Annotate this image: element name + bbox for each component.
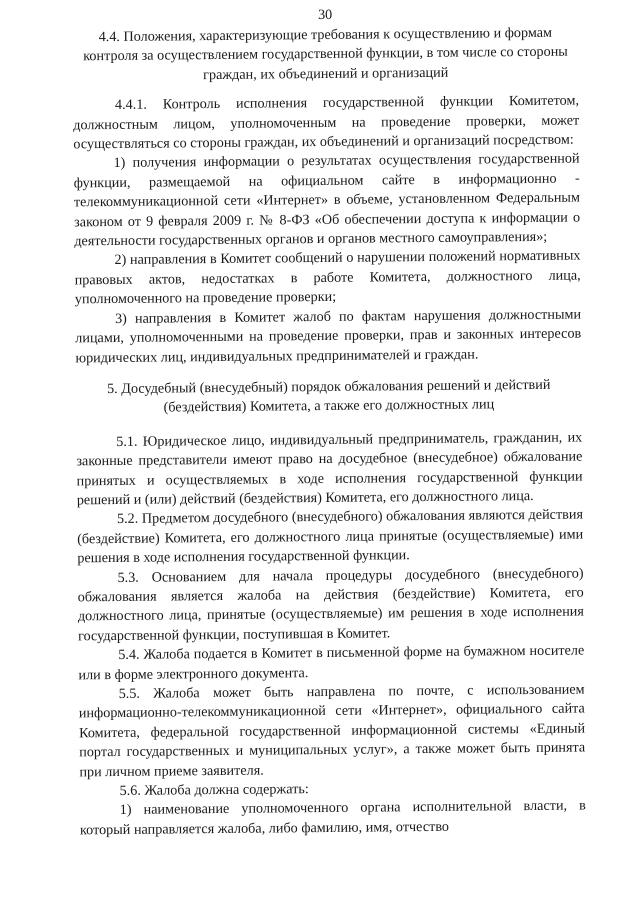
section-heading-5: 5. Досудебный (внесудебный) порядок обжалования решений и действий (бездействия) Комитета, а также его должностных лиц — [106, 376, 551, 416]
page-number: 30 — [317, 6, 333, 24]
list-item-5-6-1: 1) наименование уполномоченного органа исполнительной власти, в который направляется жалоба, либо фамилию, имя, отчество — [79, 797, 586, 839]
paragraph-4-4-1: 4.4.1. Контроль исполнения государственной функции Комитетом, должностным лицом, уполномоченным на проведение проверки, может осуществляться со стороны граждан, их объединений и организаций посредством: — [73, 92, 580, 153]
list-item-3: 3) направления в Комитет жалоб по фактам нарушения должностными лицами, уполномоченными на проведение проверки, прав и законных интересов юридических лиц, индивидуальных предпринимателей и граждан. — [75, 306, 582, 366]
section-heading-4-4: 4.4. Положения, характеризующие требования к осуществлению и формам контроля за осуществлением государственной функции, в том числе со стороны граждан, их объединений и организаций — [83, 24, 568, 83]
list-item-1: 1) получения информации о результатах осуществления государственной функции, размещаемой на официальном сайте в информационно - телекоммуникационной сети «Интернет» в объеме, установленном Федеральным законом от 9 февраля 2009 г. № 8-ФЗ «Об обеспечении доступа к информации о деятельности государственных органов и органов местного самоуправления»; — [73, 150, 581, 250]
paragraph-5-6: 5.6. Жалоба должна содержать: — [119, 781, 309, 799]
list-item-2: 2) направления в Комитет сообщений о нарушении положений нормативных правовых актов, недостатках в работе Комитета, должностного лица, уполномоченного на проведение проверки; — [74, 247, 581, 308]
paragraph-5-4: 5.4. Жалоба подается в Комитет в письменной форме на бумажном носителе или в форме электронного документа. — [78, 642, 585, 683]
paragraph-5-3: 5.3. Основанием для начала процедуры досудебного (внесудебного) обжалования является жалоба на действия (бездействие) Комитета, его должностного лица, принятые (осуществляемые) им решения в ходе исполнения государственной функции, поступившая в Комитет. — [77, 565, 584, 645]
paragraph-5-1: 5.1. Юридическое лицо, индивидуальный предприниматель, гражданин, их законные представители имеют право на досудебное (внесудебное) обжалование принятых и осуществляемых в ходе исполнения государственной функции решений и (или) действий (бездействия) Комитета, его должностного лица. — [76, 429, 583, 509]
paragraph-5-2: 5.2. Предметом досудебного (внесудебного) обжалования являются действия (бездействие) Комитета, его должностного лица принятые (осуществляемые) ими решения в ходе исполнения государственной функции. — [77, 506, 584, 567]
paragraph-5-5: 5.5. Жалоба может быть направлена по почте, с использованием информационно-телекоммуникационной сети «Интернет», официального сайта Комитета, федеральной государственной информационной системы «Единый портал государственных и муниципальных услуг», а также может быть принята при личном приеме заявителя. — [78, 681, 586, 780]
